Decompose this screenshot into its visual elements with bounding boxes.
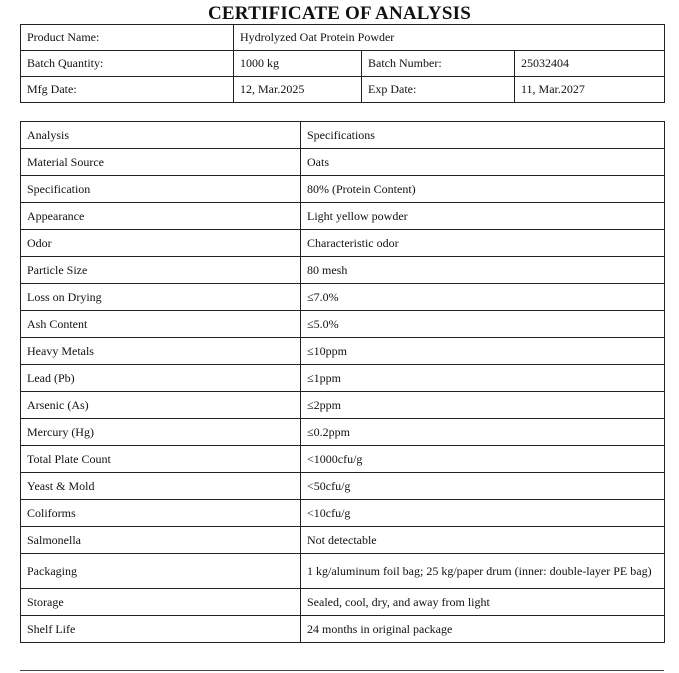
product-info-table	[20, 24, 665, 103]
analysis-cell: Particle Size	[21, 257, 301, 284]
table-row	[21, 257, 665, 284]
analysis-cell: Lead (Pb)	[21, 365, 301, 392]
analysis-cell: Material Source	[21, 149, 301, 176]
specification-cell: ≤7.0%	[301, 284, 665, 311]
product-name-value: Hydrolyzed Oat Protein Powder	[234, 25, 665, 51]
specification-cell: 1 kg/aluminum foil bag; 25 kg/paper drum (inner: double-layer PE bag)	[301, 554, 665, 589]
analysis-cell: Appearance	[21, 203, 301, 230]
table-row	[21, 589, 665, 616]
specification-cell: <50cfu/g	[301, 473, 665, 500]
specification-cell: Not detectable	[301, 527, 665, 554]
table-row	[21, 554, 665, 589]
specification-cell: <10cfu/g	[301, 500, 665, 527]
table-row	[21, 446, 665, 473]
analysis-cell: Packaging	[21, 554, 301, 589]
table-row	[21, 338, 665, 365]
analysis-cell: Shelf Life	[21, 616, 301, 643]
analysis-cell: Specification	[21, 176, 301, 203]
analysis-table-header	[21, 122, 665, 149]
table-row	[21, 500, 665, 527]
mfg-date-value: 12, Mar.2025	[234, 77, 362, 103]
document-title: CERTIFICATE OF ANALYSIS	[208, 3, 471, 24]
analysis-cell: Yeast & Mold	[21, 473, 301, 500]
analysis-cell: Salmonella	[21, 527, 301, 554]
analysis-cell: Loss on Drying	[21, 284, 301, 311]
product-name-label: Product Name:	[21, 25, 234, 51]
table-row	[21, 149, 665, 176]
table-row	[21, 284, 665, 311]
table-row	[21, 203, 665, 230]
product-name-row	[21, 25, 665, 51]
analysis-cell: Odor	[21, 230, 301, 257]
mfg-date-label: Mfg Date:	[21, 77, 234, 103]
batch-number-value: 25032404	[515, 51, 665, 77]
footer-divider	[20, 670, 664, 671]
analysis-cell: Heavy Metals	[21, 338, 301, 365]
specification-cell: ≤1ppm	[301, 365, 665, 392]
specification-cell: 80% (Protein Content)	[301, 176, 665, 203]
table-row	[21, 365, 665, 392]
exp-date-value: 11, Mar.2027	[515, 77, 665, 103]
analysis-cell: Coliforms	[21, 500, 301, 527]
analysis-table	[20, 121, 665, 643]
specification-cell: 24 months in original package	[301, 616, 665, 643]
table-row	[21, 176, 665, 203]
specification-cell: Sealed, cool, dry, and away from light	[301, 589, 665, 616]
specification-cell: <1000cfu/g	[301, 446, 665, 473]
table-row	[21, 419, 665, 446]
table-row	[21, 527, 665, 554]
analysis-cell: Mercury (Hg)	[21, 419, 301, 446]
table-row	[21, 230, 665, 257]
specifications-column-header: Specifications	[301, 122, 665, 149]
batch-number-label: Batch Number:	[362, 51, 515, 77]
table-row	[21, 473, 665, 500]
exp-date-label: Exp Date:	[362, 77, 515, 103]
specification-cell: ≤0.2ppm	[301, 419, 665, 446]
date-row	[21, 77, 665, 103]
batch-row	[21, 51, 665, 77]
specification-cell: Characteristic odor	[301, 230, 665, 257]
specification-cell: Light yellow powder	[301, 203, 665, 230]
analysis-cell: Arsenic (As)	[21, 392, 301, 419]
analysis-cell: Storage	[21, 589, 301, 616]
batch-quantity-label: Batch Quantity:	[21, 51, 234, 77]
specification-cell: Oats	[301, 149, 665, 176]
specification-cell: ≤2ppm	[301, 392, 665, 419]
table-row	[21, 616, 665, 643]
specification-cell: 80 mesh	[301, 257, 665, 284]
batch-quantity-value: 1000 kg	[234, 51, 362, 77]
analysis-cell: Total Plate Count	[21, 446, 301, 473]
analysis-cell: Ash Content	[21, 311, 301, 338]
specification-cell: ≤5.0%	[301, 311, 665, 338]
specification-cell: ≤10ppm	[301, 338, 665, 365]
table-row	[21, 311, 665, 338]
table-row	[21, 392, 665, 419]
analysis-column-header: Analysis	[21, 122, 301, 149]
